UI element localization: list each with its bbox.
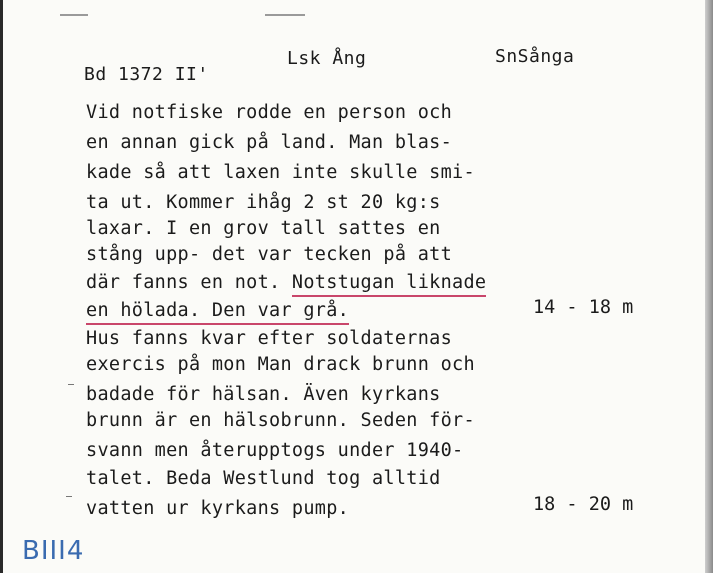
text-line [86, 302, 349, 321]
text-line: stång upp- det var tecken på att [86, 244, 453, 265]
card-right-edge [705, 0, 713, 573]
text-line: exercis på mon Man drack brunn och [86, 354, 475, 375]
text-line: brunn är en hälsobrunn. Seden för- [86, 410, 475, 431]
text-line [86, 274, 486, 293]
top-mark [265, 14, 305, 16]
card-parish: Lsk Ång [287, 48, 367, 69]
text-line: en annan gick på land. Man blas- [86, 132, 453, 153]
text-line: laxar. I en grov tall sattes en [86, 218, 441, 239]
text-line-start: där fanns en not. [86, 272, 281, 293]
text-line: talet. Beda Westlund tog alltid [86, 468, 441, 489]
text-line: badade för hälsan. Även kyrkans [86, 384, 441, 405]
text-line: Vid notfiske rodde en person och [86, 102, 453, 123]
margin-mark [66, 496, 72, 497]
text-line: svann men återupptogs under 1940- [86, 440, 464, 461]
text-line: vatten ur kyrkans pump. [86, 498, 350, 519]
card-place: SnSånga [495, 46, 575, 67]
text-line: ta ut. Kommer ihåg 2 st 20 kg:s [86, 192, 441, 213]
text-line: kade så att laxen inte skulle smi- [86, 162, 475, 183]
range-label: 18 - 20 m [533, 494, 634, 515]
margin-mark [68, 384, 74, 385]
card-left-edge [0, 0, 3, 573]
top-mark [60, 14, 88, 16]
underlined-text: en hölada. Den var grå. [86, 300, 349, 325]
card-reference: Bd 1372 II' [84, 64, 209, 85]
handwritten-signature: BIII4 [22, 536, 85, 566]
text-line: Hus fanns kvar efter soldaternas [86, 328, 453, 349]
range-label: 14 - 18 m [533, 297, 634, 318]
underlined-text: Notstugan liknade [292, 272, 486, 297]
